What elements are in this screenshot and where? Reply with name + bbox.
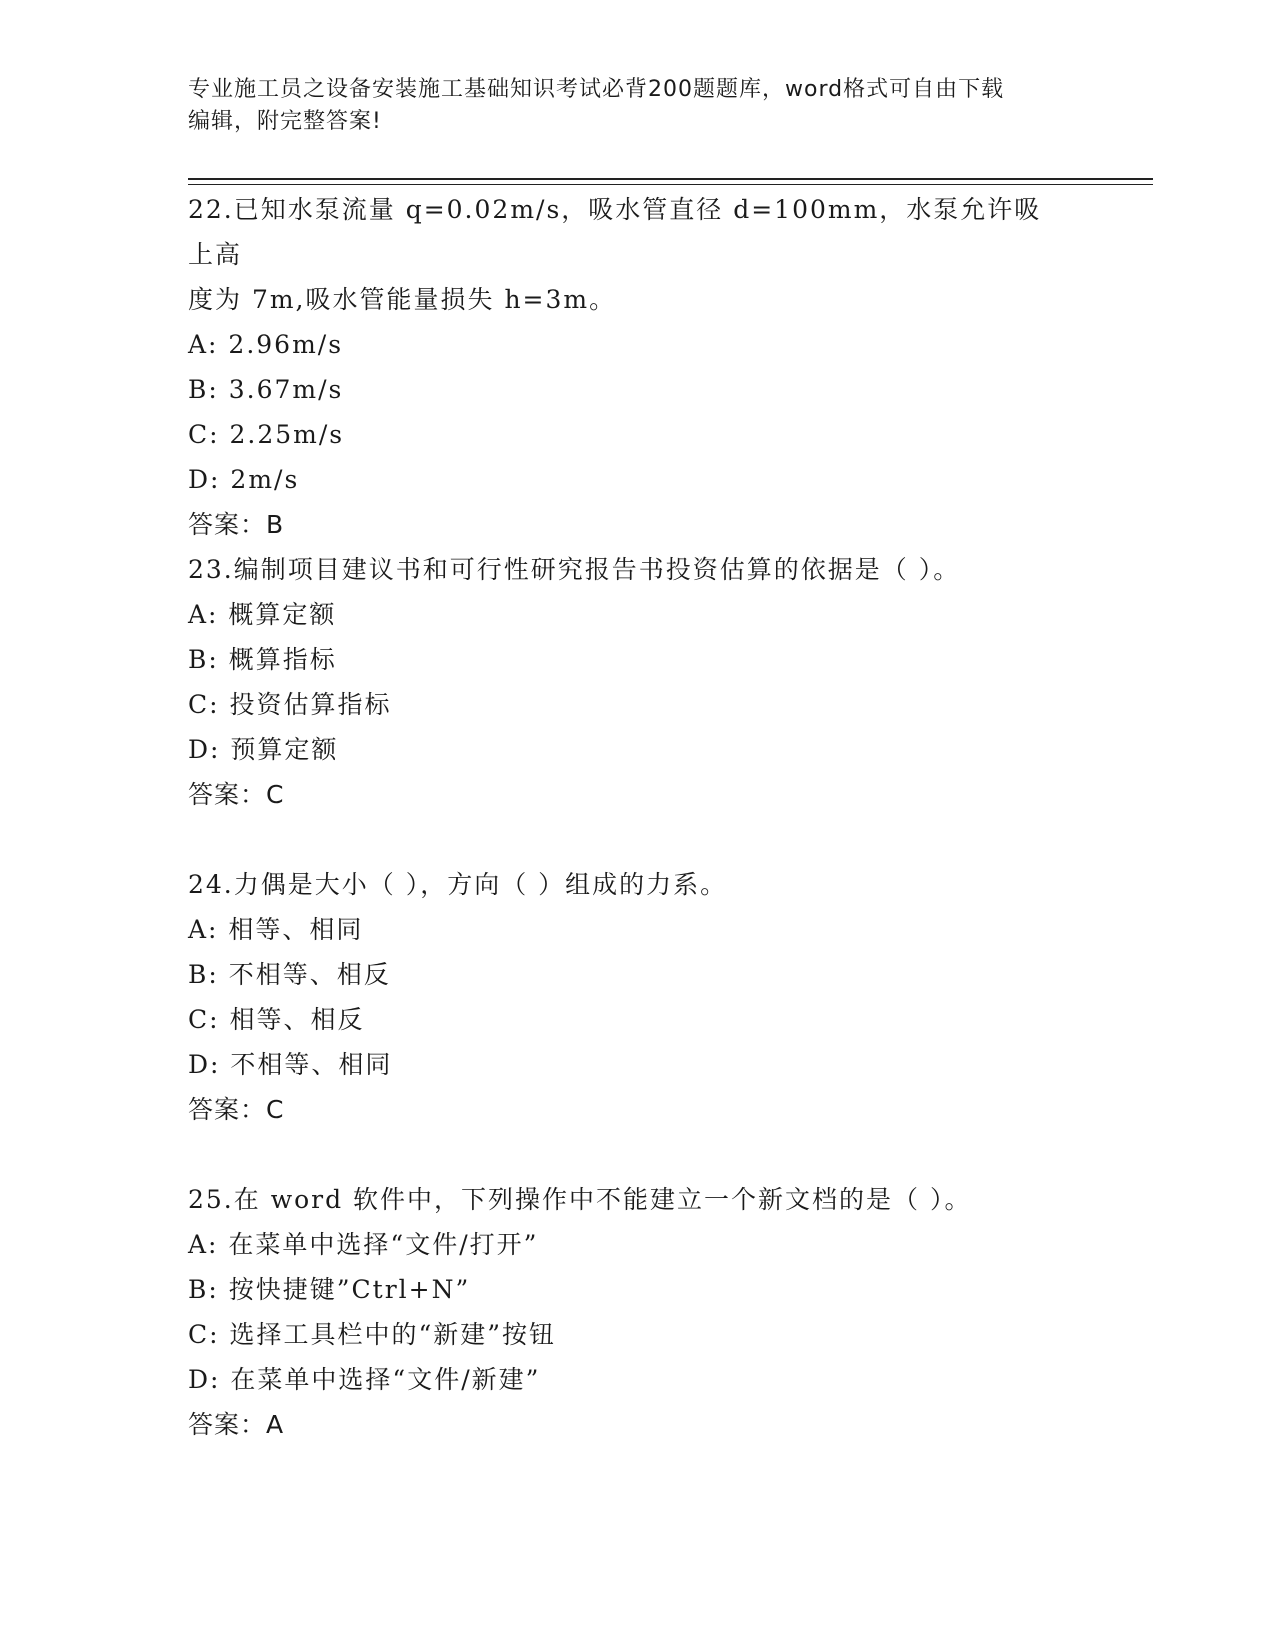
- question-25: [188, 1177, 1068, 1447]
- option-d: D: 不相等、相同: [188, 1050, 393, 1079]
- option-b: B: 3.67m/s: [188, 375, 344, 404]
- header-line-1: 专业施工员之设备安装施工基础知识考试必背200题题库，word格式可自由下载: [188, 77, 1005, 102]
- option-d: D: 2m/s: [188, 465, 300, 494]
- option-a: A: 相等、相同: [188, 915, 364, 944]
- option-a: A: 在菜单中选择“文件/打开”: [188, 1230, 539, 1259]
- question-22: [188, 187, 1068, 547]
- option-b: B: 概算指标: [188, 645, 337, 674]
- option-d: D: 在菜单中选择“文件/新建”: [188, 1365, 541, 1394]
- question-24: [188, 862, 1068, 1132]
- option-b: B: 不相等、相反: [188, 960, 391, 989]
- question-stem-line-1: 23.编制项目建议书和可行性研究报告书投资估算的依据是（ ）。: [188, 555, 961, 584]
- answer: 答案：A: [188, 1410, 285, 1439]
- answer: 答案：B: [188, 510, 285, 539]
- question-stem-line-1: 24.力偶是大小（ ），方向（ ）组成的力系。: [188, 870, 728, 899]
- document-header: [188, 74, 1068, 138]
- question-stem-line-1: 25.在 word 软件中，下列操作中不能建立一个新文档的是（ ）。: [188, 1185, 972, 1214]
- answer: 答案：C: [188, 1095, 285, 1124]
- option-a: A: 概算定额: [188, 600, 337, 629]
- header-divider-thick: [188, 178, 1153, 180]
- option-d: D: 预算定额: [188, 735, 339, 764]
- question-23: [188, 547, 1068, 817]
- option-c: C: 选择工具栏中的“新建”按钮: [188, 1320, 557, 1349]
- question-stem-line-1: 22.已知水泵流量 q=0.02m/s，吸水管直径 d=100mm，水泵允许吸上高: [188, 195, 1042, 269]
- question-stem-line-2: 度为 7m,吸水管能量损失 h=3m。: [188, 285, 617, 314]
- header-line-2: 编辑，附完整答案!: [188, 109, 382, 134]
- option-c: C: 2.25m/s: [188, 420, 345, 449]
- option-c: C: 投资估算指标: [188, 690, 392, 719]
- option-b: B: 按快捷键”Ctrl+N”: [188, 1275, 471, 1304]
- option-c: C: 相等、相反: [188, 1005, 365, 1034]
- header-divider-thin: [188, 184, 1153, 185]
- answer: 答案：C: [188, 780, 285, 809]
- option-a: A: 2.96m/s: [188, 330, 344, 359]
